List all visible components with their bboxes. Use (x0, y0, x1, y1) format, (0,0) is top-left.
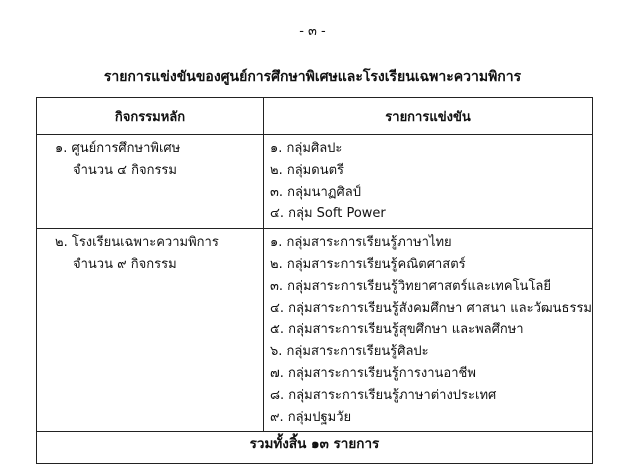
list-item: ๒. กลุ่มดนตรี (270, 162, 345, 178)
header-competition-list: รายการแข่งขัน (264, 98, 593, 135)
list-item: ๑. กลุ่มศิลปะ (270, 141, 343, 156)
main-activity-label: ๒. โรงเรียนเฉพาะความพิการ (55, 235, 219, 251)
table-row (37, 229, 593, 432)
list-item: ๗. กลุ่มสาระการเรียนรู้การงานอาชีพ (270, 365, 476, 381)
list-item: ๘. กลุ่มสาระการเรียนรู้ภาษาต่างประเทศ (270, 387, 497, 403)
list-item: ๔. กลุ่ม Soft Power (270, 206, 386, 222)
table-row (37, 135, 593, 229)
list-item: ๖. กลุ่มสาระการเรียนรู้ศิลปะ (270, 344, 429, 360)
main-activity-cell (37, 135, 264, 229)
list-item: ๒. กลุ่มสาระการเรียนรู้คณิตศาสตร์ (270, 256, 466, 272)
total-row (37, 432, 593, 464)
page-number: - ๓ - (299, 24, 326, 39)
activity-count: จำนวน ๙ กิจกรรม (73, 256, 177, 272)
competition-list-cell (264, 135, 593, 229)
document-title: รายการแข่งขันของศูนย์การศึกษาพิเศษและโรงเรียนเฉพาะความพิการ (103, 69, 522, 85)
list-item: ๔. กลุ่มสาระการเรียนรู้สังคมศึกษา ศาสนา และวัฒนธรรม (270, 300, 592, 316)
list-item: ๕. กลุ่มสาระการเรียนรู้สุขศึกษา และพลศึกษา (270, 322, 524, 338)
list-item: ๙. กลุ่มปฐมวัย (270, 409, 352, 425)
list-item: ๓. กลุ่มนาฏศิลป์ (270, 184, 361, 200)
list-item: ๓. กลุ่มสาระการเรียนรู้วิทยาศาสตร์และเทคโนโลยี (270, 278, 552, 294)
list-item: ๑. กลุ่มสาระการเรียนรู้ภาษาไทย (270, 235, 452, 251)
total-label: รวมทั้งสิ้น ๑๓ รายการ (37, 432, 593, 464)
table-header-row (37, 98, 593, 135)
header-main-activity: กิจกรรมหลัก (37, 98, 264, 135)
competition-list-cell (264, 229, 593, 432)
activity-count: จำนวน ๔ กิจกรรม (73, 162, 177, 178)
competition-table (36, 97, 593, 464)
main-activity-cell (37, 229, 264, 432)
main-activity-label: ๑. ศูนย์การศึกษาพิเศษ (55, 141, 181, 156)
